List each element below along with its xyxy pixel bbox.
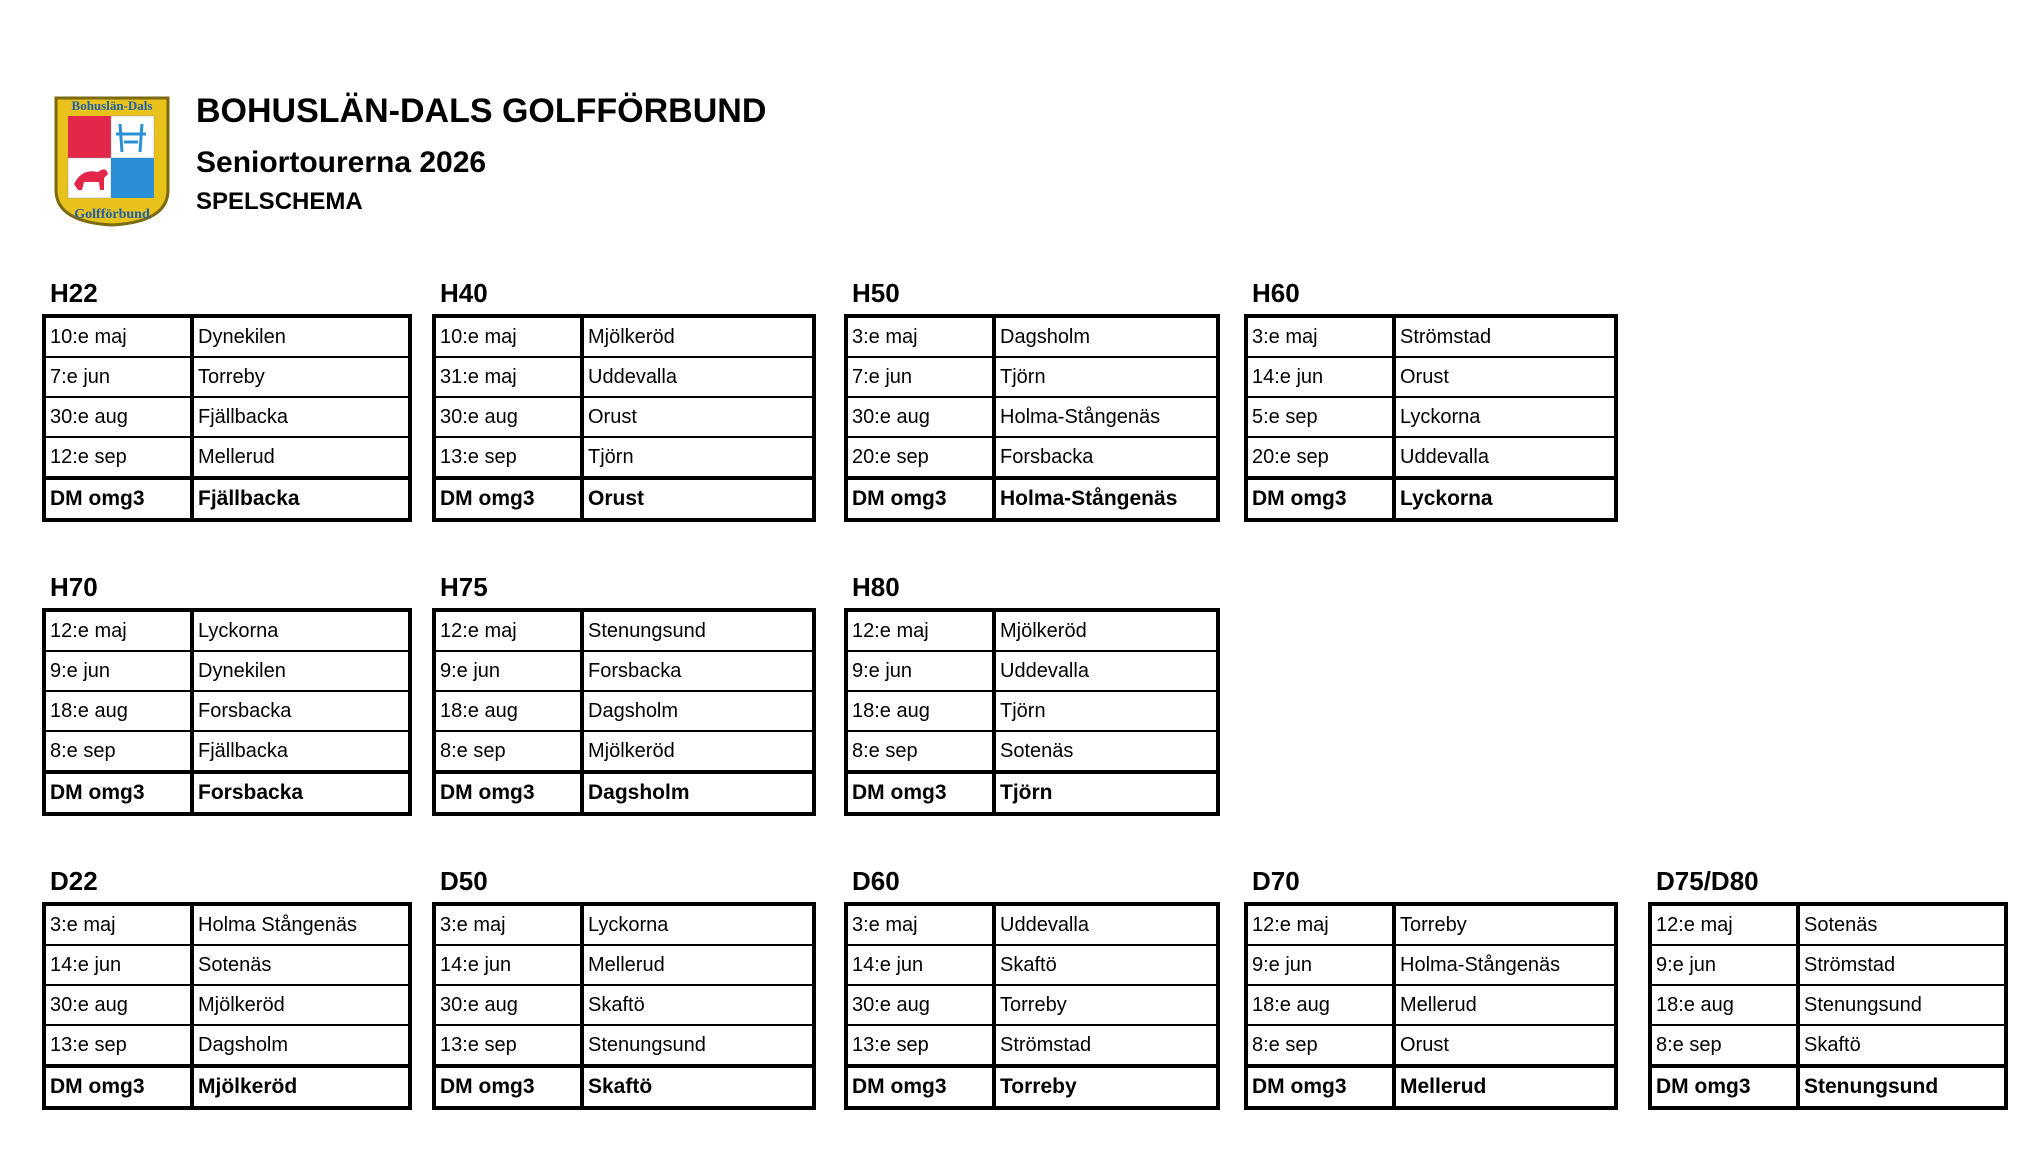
table-row bbox=[44, 731, 410, 772]
document-kind: SPELSCHEMA bbox=[196, 188, 363, 215]
dm-row bbox=[434, 1066, 814, 1108]
date-cell: 3:e maj bbox=[846, 316, 994, 357]
course-cell: Mjölkeröd bbox=[582, 731, 814, 772]
course-cell: Dagsholm bbox=[582, 691, 814, 731]
table-row bbox=[846, 397, 1218, 437]
course-cell: Orust bbox=[1394, 357, 1616, 397]
dm-row bbox=[434, 478, 814, 520]
table-row bbox=[434, 316, 814, 357]
course-cell: Fjällbacka bbox=[192, 731, 410, 772]
date-cell: 14:e jun bbox=[44, 945, 192, 985]
schedule-table bbox=[1244, 314, 1618, 522]
course-cell: Forsbacka bbox=[192, 772, 410, 814]
course-cell: Fjällbacka bbox=[192, 478, 410, 520]
course-cell: Tjörn bbox=[994, 691, 1218, 731]
table-row bbox=[434, 651, 814, 691]
date-cell: 12:e maj bbox=[434, 610, 582, 651]
dm-row bbox=[44, 1066, 410, 1108]
course-cell: Dagsholm bbox=[192, 1025, 410, 1066]
date-cell: 18:e aug bbox=[1246, 985, 1394, 1025]
date-cell: 20:e sep bbox=[846, 437, 994, 478]
date-cell: 3:e maj bbox=[846, 904, 994, 945]
course-cell: Tjörn bbox=[994, 772, 1218, 814]
schedule-table bbox=[844, 608, 1220, 816]
course-cell: Orust bbox=[1394, 1025, 1616, 1066]
date-cell: 9:e jun bbox=[1650, 945, 1798, 985]
date-cell: 18:e aug bbox=[44, 691, 192, 731]
table-row bbox=[846, 357, 1218, 397]
schedule-table bbox=[1648, 902, 2008, 1110]
group-title: H80 bbox=[852, 572, 900, 602]
schedule-table bbox=[844, 902, 1220, 1110]
date-cell: DM omg3 bbox=[846, 478, 994, 520]
course-cell: Stenungsund bbox=[1798, 985, 2006, 1025]
course-cell: Mellerud bbox=[1394, 985, 1616, 1025]
table-row bbox=[44, 904, 410, 945]
course-cell: Strömstad bbox=[1394, 316, 1616, 357]
table-row bbox=[1246, 1025, 1616, 1066]
date-cell: DM omg3 bbox=[434, 478, 582, 520]
schedule-table bbox=[42, 608, 412, 816]
date-cell: DM omg3 bbox=[44, 1066, 192, 1108]
course-cell: Lyckorna bbox=[582, 904, 814, 945]
date-cell: 12:e maj bbox=[44, 610, 192, 651]
group-title: H22 bbox=[50, 278, 98, 308]
schedule-table bbox=[1244, 902, 1618, 1110]
table-row bbox=[434, 985, 814, 1025]
date-cell: 30:e aug bbox=[434, 985, 582, 1025]
course-cell: Forsbacka bbox=[994, 437, 1218, 478]
schedule-table bbox=[432, 314, 816, 522]
table-row bbox=[44, 651, 410, 691]
course-cell: Strömstad bbox=[1798, 945, 2006, 985]
course-cell: Mjölkeröd bbox=[192, 985, 410, 1025]
course-cell: Orust bbox=[582, 478, 814, 520]
course-cell: Lyckorna bbox=[1394, 478, 1616, 520]
group-title: H70 bbox=[50, 572, 98, 602]
course-cell: Stenungsund bbox=[582, 1025, 814, 1066]
date-cell: 18:e aug bbox=[1650, 985, 1798, 1025]
course-cell: Lyckorna bbox=[192, 610, 410, 651]
date-cell: DM omg3 bbox=[1246, 1066, 1394, 1108]
table-row bbox=[846, 1025, 1218, 1066]
course-cell: Mjölkeröd bbox=[582, 316, 814, 357]
course-cell: Uddevalla bbox=[582, 357, 814, 397]
course-cell: Holma Stångenäs bbox=[192, 904, 410, 945]
date-cell: 14:e jun bbox=[434, 945, 582, 985]
table-row bbox=[846, 904, 1218, 945]
course-cell: Torreby bbox=[192, 357, 410, 397]
table-row bbox=[434, 1025, 814, 1066]
course-cell: Tjörn bbox=[582, 437, 814, 478]
date-cell: 8:e sep bbox=[44, 731, 192, 772]
course-cell: Lyckorna bbox=[1394, 397, 1616, 437]
table-row bbox=[846, 731, 1218, 772]
course-cell: Skaftö bbox=[582, 1066, 814, 1108]
course-cell: Fjällbacka bbox=[192, 397, 410, 437]
table-row bbox=[846, 437, 1218, 478]
dm-row bbox=[846, 772, 1218, 814]
table-row bbox=[846, 610, 1218, 651]
date-cell: DM omg3 bbox=[1246, 478, 1394, 520]
date-cell: 9:e jun bbox=[846, 651, 994, 691]
course-cell: Mjölkeröd bbox=[192, 1066, 410, 1108]
table-row bbox=[44, 610, 410, 651]
table-row bbox=[846, 316, 1218, 357]
svg-text:Golfförbund: Golfförbund bbox=[74, 207, 150, 222]
table-row bbox=[846, 985, 1218, 1025]
table-row bbox=[434, 610, 814, 651]
dm-row bbox=[44, 772, 410, 814]
schedule-table bbox=[432, 608, 816, 816]
course-cell: Torreby bbox=[994, 1066, 1218, 1108]
course-cell: Mjölkeröd bbox=[994, 610, 1218, 651]
group-title: H60 bbox=[1252, 278, 1300, 308]
date-cell: 13:e sep bbox=[846, 1025, 994, 1066]
dm-row bbox=[846, 1066, 1218, 1108]
dm-row bbox=[434, 772, 814, 814]
group-title: H50 bbox=[852, 278, 900, 308]
course-cell: Holma-Stångenäs bbox=[994, 397, 1218, 437]
dm-row bbox=[1246, 1066, 1616, 1108]
dm-row bbox=[44, 478, 410, 520]
course-cell: Uddevalla bbox=[994, 651, 1218, 691]
date-cell: 31:e maj bbox=[434, 357, 582, 397]
dm-row bbox=[1246, 478, 1616, 520]
schedule-table bbox=[432, 902, 816, 1110]
table-row bbox=[44, 397, 410, 437]
course-cell: Skaftö bbox=[1798, 1025, 2006, 1066]
course-cell: Forsbacka bbox=[192, 691, 410, 731]
date-cell: 14:e jun bbox=[1246, 357, 1394, 397]
date-cell: 30:e aug bbox=[846, 985, 994, 1025]
date-cell: 7:e jun bbox=[846, 357, 994, 397]
table-row bbox=[1650, 945, 2006, 985]
date-cell: 7:e jun bbox=[44, 357, 192, 397]
course-cell: Holma-Stångenäs bbox=[994, 478, 1218, 520]
federation-logo bbox=[52, 94, 172, 228]
table-row bbox=[1246, 945, 1616, 985]
date-cell: 13:e sep bbox=[434, 437, 582, 478]
table-row bbox=[846, 651, 1218, 691]
table-row bbox=[44, 691, 410, 731]
group-title: D22 bbox=[50, 866, 98, 896]
date-cell: 20:e sep bbox=[1246, 437, 1394, 478]
course-cell: Dynekilen bbox=[192, 651, 410, 691]
schedule-table bbox=[42, 902, 412, 1110]
date-cell: 30:e aug bbox=[44, 985, 192, 1025]
date-cell: 3:e maj bbox=[1246, 316, 1394, 357]
date-cell: 30:e aug bbox=[44, 397, 192, 437]
date-cell: 3:e maj bbox=[434, 904, 582, 945]
date-cell: 12:e maj bbox=[1650, 904, 1798, 945]
course-cell: Skaftö bbox=[582, 985, 814, 1025]
course-cell: Stenungsund bbox=[582, 610, 814, 651]
course-cell: Forsbacka bbox=[582, 651, 814, 691]
course-cell: Uddevalla bbox=[994, 904, 1218, 945]
date-cell: 12:e sep bbox=[44, 437, 192, 478]
course-cell: Dynekilen bbox=[192, 316, 410, 357]
date-cell: DM omg3 bbox=[44, 772, 192, 814]
group-title: D50 bbox=[440, 866, 488, 896]
dm-row bbox=[1650, 1066, 2006, 1108]
date-cell: 18:e aug bbox=[846, 691, 994, 731]
table-row bbox=[1246, 437, 1616, 478]
course-cell: Mellerud bbox=[582, 945, 814, 985]
table-row bbox=[1246, 357, 1616, 397]
group-title: D60 bbox=[852, 866, 900, 896]
table-row bbox=[1650, 1025, 2006, 1066]
course-cell: Mellerud bbox=[1394, 1066, 1616, 1108]
table-row bbox=[1650, 904, 2006, 945]
table-row bbox=[434, 731, 814, 772]
date-cell: 18:e aug bbox=[434, 691, 582, 731]
course-cell: Sotenäs bbox=[1798, 904, 2006, 945]
date-cell: 10:e maj bbox=[44, 316, 192, 357]
table-row bbox=[44, 945, 410, 985]
table-row bbox=[434, 397, 814, 437]
course-cell: Sotenäs bbox=[192, 945, 410, 985]
date-cell: DM omg3 bbox=[1650, 1066, 1798, 1108]
course-cell: Uddevalla bbox=[1394, 437, 1616, 478]
date-cell: 14:e jun bbox=[846, 945, 994, 985]
table-row bbox=[846, 945, 1218, 985]
date-cell: 8:e sep bbox=[1650, 1025, 1798, 1066]
course-cell: Orust bbox=[582, 397, 814, 437]
table-row bbox=[1650, 985, 2006, 1025]
dm-row bbox=[846, 478, 1218, 520]
table-row bbox=[44, 437, 410, 478]
date-cell: 30:e aug bbox=[434, 397, 582, 437]
table-row bbox=[1246, 316, 1616, 357]
date-cell: DM omg3 bbox=[44, 478, 192, 520]
date-cell: 9:e jun bbox=[1246, 945, 1394, 985]
table-row bbox=[44, 985, 410, 1025]
date-cell: 10:e maj bbox=[434, 316, 582, 357]
date-cell: 9:e jun bbox=[44, 651, 192, 691]
course-cell: Dagsholm bbox=[994, 316, 1218, 357]
table-row bbox=[434, 357, 814, 397]
course-cell: Tjörn bbox=[994, 357, 1218, 397]
group-title: D70 bbox=[1252, 866, 1300, 896]
course-cell: Strömstad bbox=[994, 1025, 1218, 1066]
group-title: D75/D80 bbox=[1656, 866, 1759, 896]
table-row bbox=[434, 945, 814, 985]
table-row bbox=[1246, 904, 1616, 945]
date-cell: 12:e maj bbox=[1246, 904, 1394, 945]
course-cell: Sotenäs bbox=[994, 731, 1218, 772]
course-cell: Torreby bbox=[1394, 904, 1616, 945]
date-cell: DM omg3 bbox=[846, 772, 994, 814]
table-row bbox=[1246, 397, 1616, 437]
date-cell: 9:e jun bbox=[434, 651, 582, 691]
date-cell: DM omg3 bbox=[846, 1066, 994, 1108]
course-cell: Stenungsund bbox=[1798, 1066, 2006, 1108]
table-row bbox=[44, 357, 410, 397]
group-title: H40 bbox=[440, 278, 488, 308]
course-cell: Torreby bbox=[994, 985, 1218, 1025]
table-row bbox=[434, 437, 814, 478]
date-cell: DM omg3 bbox=[434, 772, 582, 814]
date-cell: 12:e maj bbox=[846, 610, 994, 651]
table-row bbox=[1246, 985, 1616, 1025]
date-cell: 13:e sep bbox=[44, 1025, 192, 1066]
date-cell: 8:e sep bbox=[434, 731, 582, 772]
svg-text:Bohuslän-Dals: Bohuslän-Dals bbox=[71, 98, 153, 113]
page-title: BOHUSLÄN-DALS GOLFFÖRBUND bbox=[196, 92, 767, 130]
page-subtitle: Seniortourerna 2026 bbox=[196, 146, 487, 179]
date-cell: 8:e sep bbox=[1246, 1025, 1394, 1066]
date-cell: 13:e sep bbox=[434, 1025, 582, 1066]
schedule-table bbox=[42, 314, 412, 522]
group-title: H75 bbox=[440, 572, 488, 602]
date-cell: 8:e sep bbox=[846, 731, 994, 772]
table-row bbox=[434, 904, 814, 945]
table-row bbox=[44, 1025, 410, 1066]
table-row bbox=[846, 691, 1218, 731]
date-cell: 3:e maj bbox=[44, 904, 192, 945]
date-cell: DM omg3 bbox=[434, 1066, 582, 1108]
course-cell: Skaftö bbox=[994, 945, 1218, 985]
course-cell: Dagsholm bbox=[582, 772, 814, 814]
table-row bbox=[44, 316, 410, 357]
course-cell: Holma-Stångenäs bbox=[1394, 945, 1616, 985]
table-row bbox=[434, 691, 814, 731]
date-cell: 5:e sep bbox=[1246, 397, 1394, 437]
course-cell: Mellerud bbox=[192, 437, 410, 478]
date-cell: 30:e aug bbox=[846, 397, 994, 437]
schedule-table bbox=[844, 314, 1220, 522]
